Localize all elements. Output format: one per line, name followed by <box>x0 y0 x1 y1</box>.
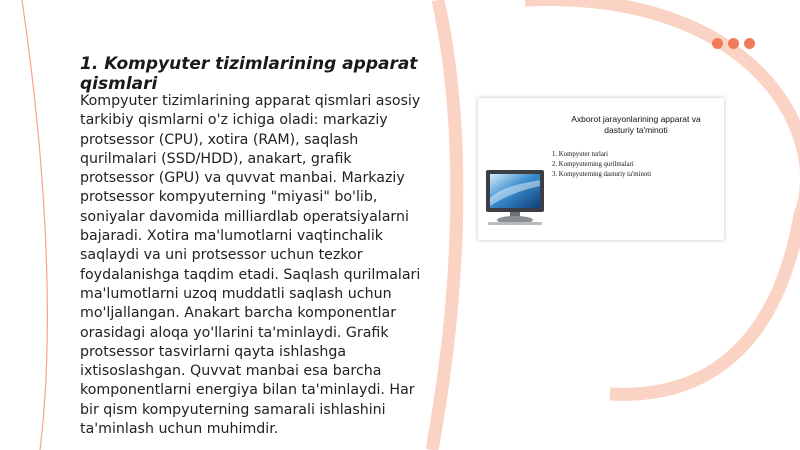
decor-dots <box>712 38 755 49</box>
decor-ring-left <box>432 0 457 450</box>
decor-thin-line <box>22 0 47 450</box>
slide-preview-title: Axborot jarayonlarining apparat va dasturiy ta'minoti <box>571 114 701 135</box>
section-title: 1. Kompyuter tizimlarining apparat qismlari <box>80 54 418 94</box>
monitor-icon <box>484 168 548 226</box>
slide-preview-item: 1. Kompyuter turlari <box>552 151 609 158</box>
slide-preview-item: 3. Kompyuterning dasturiy ta'minoti <box>552 171 652 178</box>
slide-preview-item: 2. Kompyuterning qurilmalari <box>552 161 634 168</box>
decor-dot <box>744 38 755 49</box>
decor-dot <box>728 38 739 49</box>
slide-preview <box>478 98 724 240</box>
decor-dot <box>712 38 723 49</box>
section-body-text: Kompyuter tizimlarining apparat qismlari asosiy tarkibiy qismlarni o'z ichiga oladi: markaziy protsessor (CPU), xotira (RAM), saqlash qurilmalari (SSD/HDD), anakart, grafik protsessor (GPU) va quvvat manbai. Markaziy protsessor kompyuterning "miyasi" bo'lib, soniyalar davomida milliardlab operatsiyalarni bajaradi. Xotira ma'lumotlarni vaqtinchalik saqlaydi va uni protsessor uchun tezkor foydalanishga taqdim etadi. Saqlash qurilmalari ma'lumotlarni uzoq muddatli saqlash uchun mo'ljallangan. Anakart barcha komponentlar orasidagi aloqa yo'llarini ta'minlaydi. Grafik protsessor tasvirlarni qayta ishlashga ixtisoslashgan. Quvvat manbai esa barcha komponentlarni energiya bilan ta'minlaydi. Har bir qism kompyuterning samarali ishlashini ta'minlash uchun muhimdir. <box>80 93 421 438</box>
slide-preview-list <box>552 150 651 180</box>
